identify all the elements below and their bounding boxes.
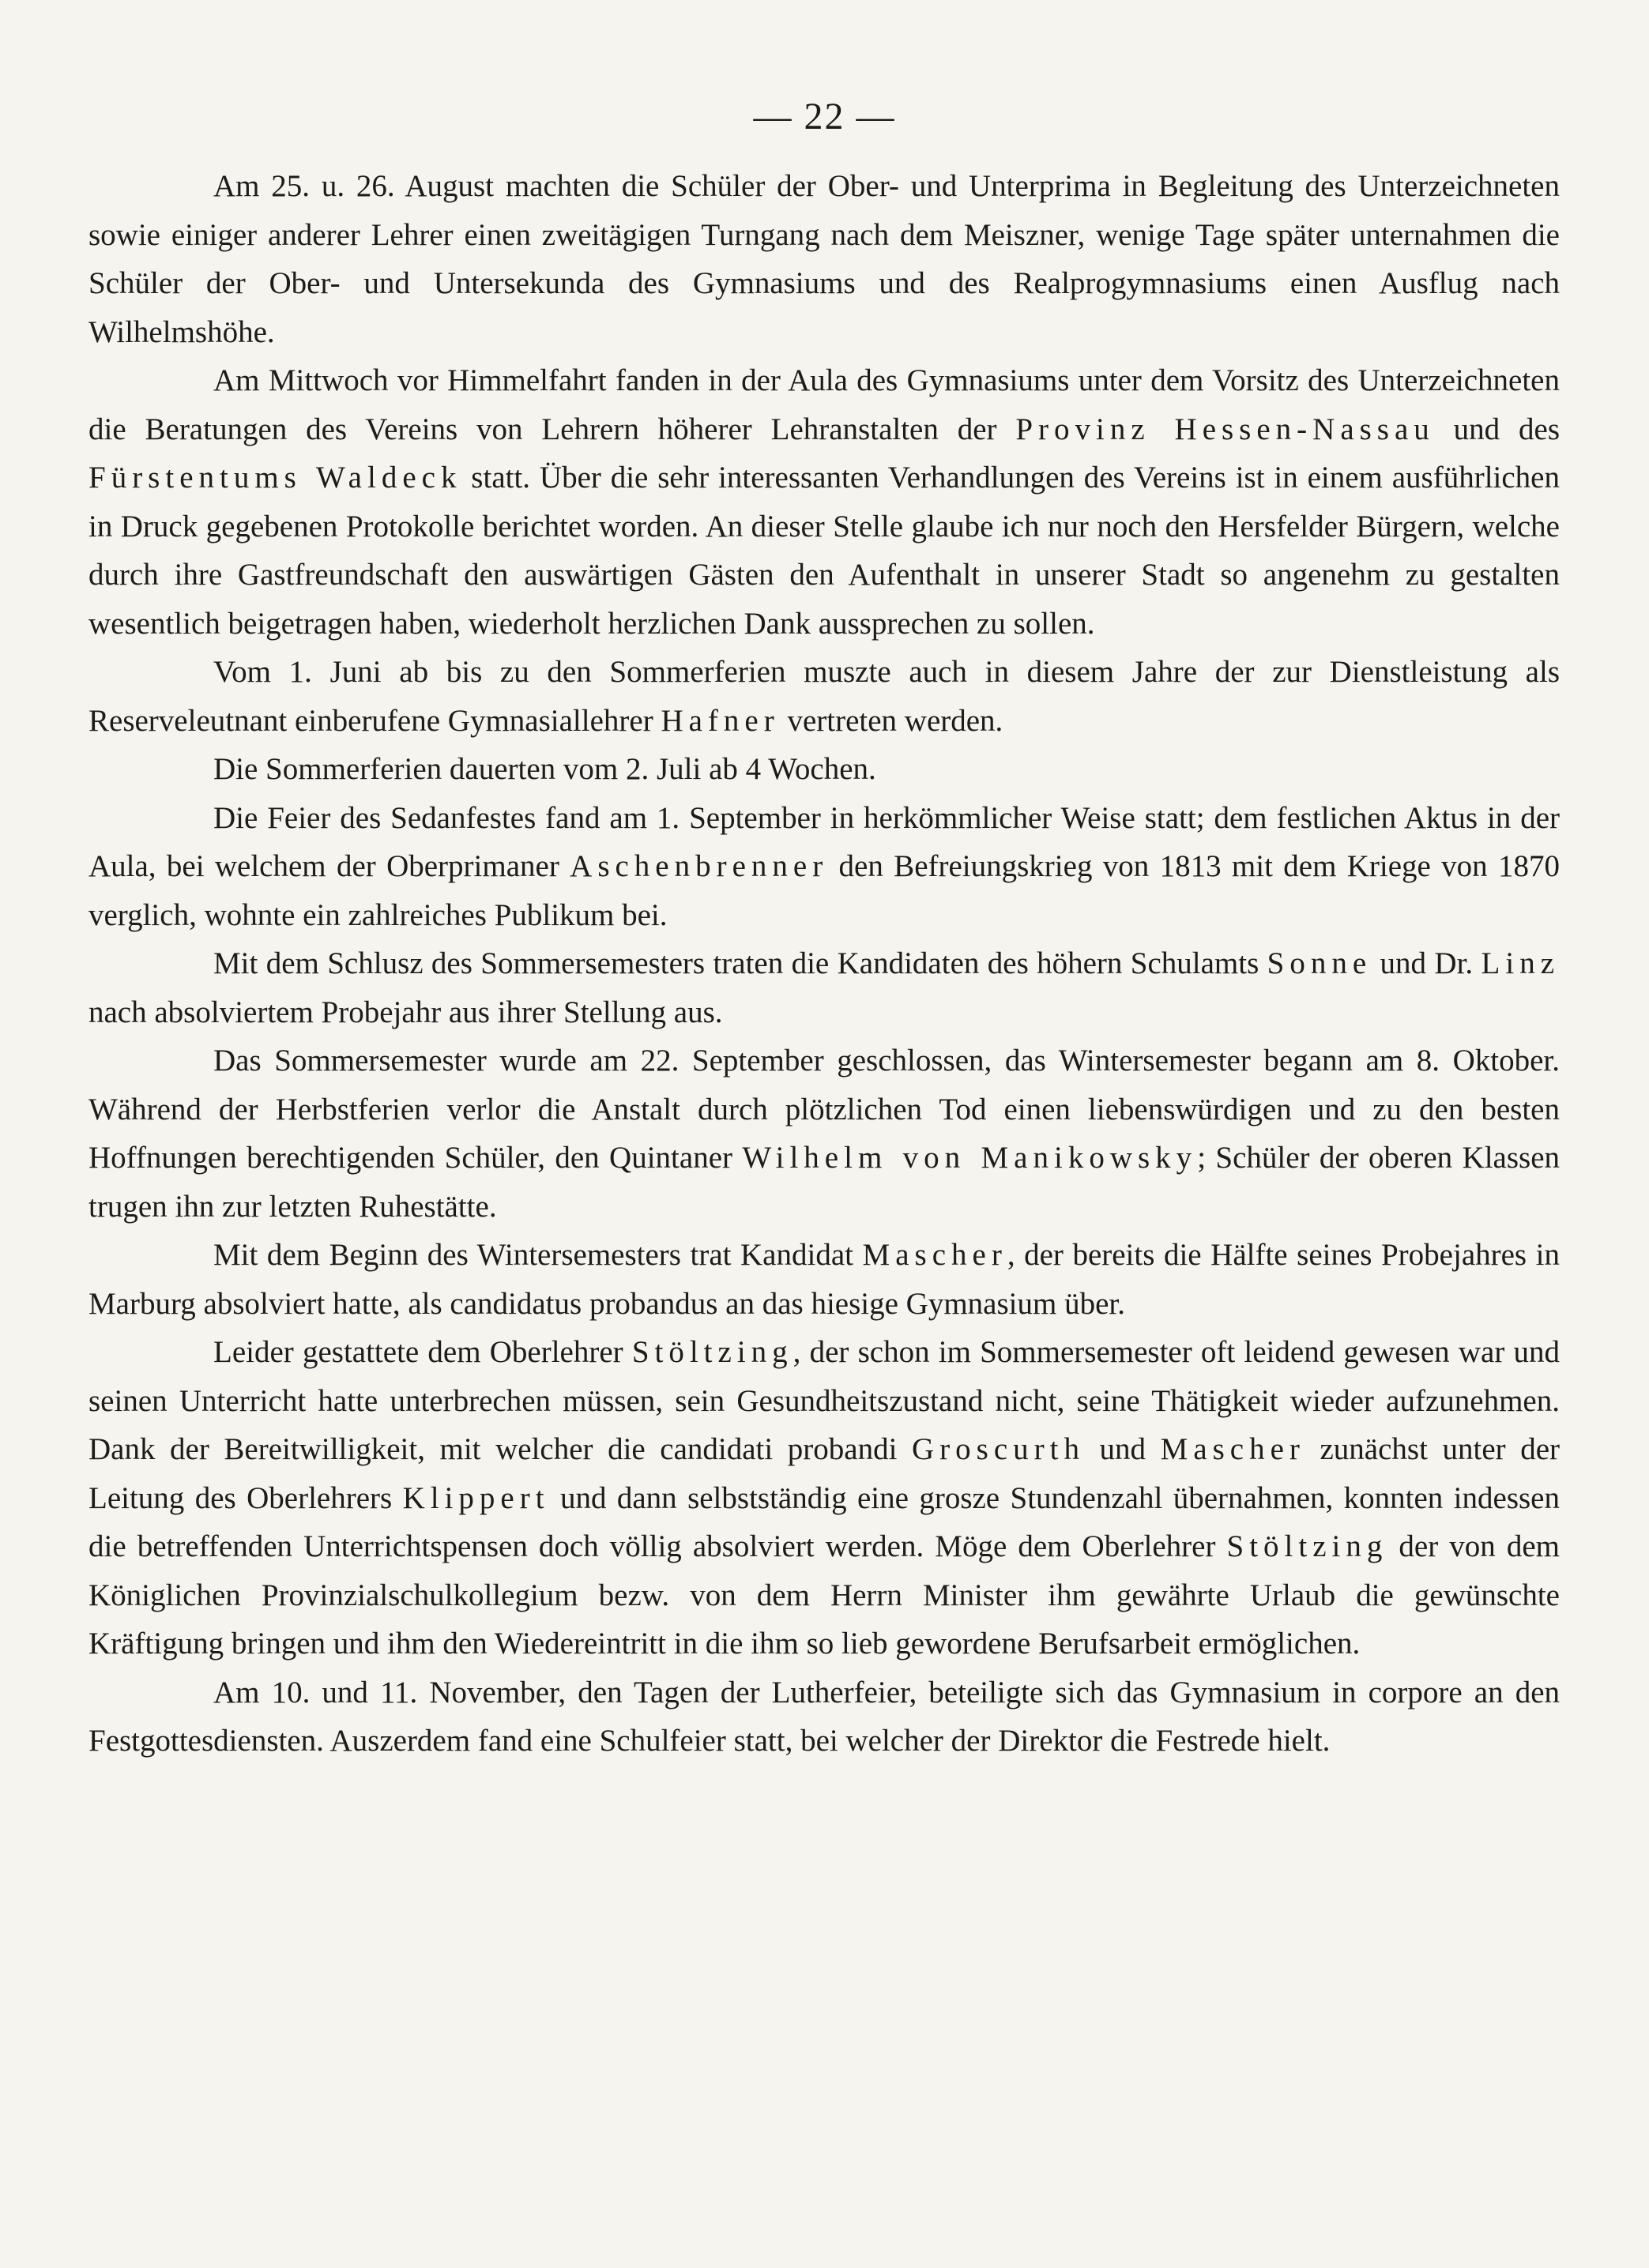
spaced-name: Provinz Hessen-Nassau bbox=[1015, 412, 1435, 446]
text-run: den Befreiungskrieg von 1813 mit dem Kriege von 1870 verglich, wohnte ein zahlreiches Publikum bei. bbox=[88, 849, 1561, 932]
text-run: und Dr. bbox=[1372, 946, 1481, 980]
paragraph-2 bbox=[88, 356, 1560, 648]
text-run: und dann selbstständig eine grosze Stundenzahl übernahmen, konnten indessen die betreffenden Unterrichtspensen doch völlig absolviert werden. Möge dem Oberlehrer bbox=[88, 1480, 1560, 1563]
paragraph-1 bbox=[88, 162, 1560, 356]
spaced-name: Linz bbox=[1481, 946, 1560, 980]
text-run: nach absolviertem Probejahr aus ihrer Stellung aus. bbox=[88, 995, 723, 1029]
paragraph-5 bbox=[88, 794, 1560, 940]
text-run: zunächst unter der Leitung des Oberlehrers bbox=[88, 1432, 1561, 1515]
text-run: Mit dem Schlusz des Sommersemesters traten die Kandidaten des höhern Schulamts bbox=[213, 946, 1267, 980]
paragraph-7 bbox=[88, 1036, 1560, 1231]
paragraph-9 bbox=[88, 1328, 1560, 1668]
text-run: Am Mittwoch vor Himmelfahrt fanden in der Aula des Gymnasiums unter dem Vorsitz des Unterzeichneten die Beratungen des Vereins von Lehrern höherer Lehranstalten der bbox=[88, 363, 1560, 446]
spaced-name: Sonne bbox=[1267, 946, 1372, 980]
text-run: Mit dem Beginn des Wintersemesters trat Kandidat bbox=[213, 1238, 863, 1272]
text-run: ; Schüler der oberen Klassen trugen ihn zur letzten Ruhestätte. bbox=[88, 1141, 1561, 1224]
page-number: — 22 — bbox=[753, 96, 896, 137]
paragraph-8 bbox=[88, 1231, 1560, 1328]
text-run: , der schon im Sommersemester oft leidend gewesen war und seinen Unterricht hatte unterbrechen müssen, sein Gesundheitszustand nicht, seine Thätigkeit wieder aufzunehmen. Dank der Bereitwilligkeit, mit welcher die candidati probandi bbox=[88, 1335, 1560, 1466]
text-run: und des bbox=[1434, 412, 1561, 446]
text-run: Am 25. u. 26. August machten die Schüler der Ober- und Unterprima in Begleitung des Unterzeichneten sowie einiger anderer Lehrer einen zweitägigen Turngang nach dem Meiszner, wenige Tage später unternahmen die Schüler der Ober- und Untersekunda des Gymnasiums und des Realprogymnasiums einen Ausflug nach Wilhelmshöhe. bbox=[88, 169, 1560, 349]
text-run: Am 10. und 11. November, den Tagen der Lutherfeier, beteiligte sich das Gymnasium in corpore an den Festgottesdiensten. Auszerdem fand eine Schulfeier statt, bei welcher der Direktor die Festrede hielt. bbox=[88, 1675, 1560, 1758]
text-run: Vom 1. Juni ab bis zu den Sommerferien muszte auch in diesem Jahre der zur Dienstleistung als Reserveleutnant einberufene Gymnasiallehrer bbox=[88, 655, 1560, 738]
spaced-name: Stöltzing bbox=[631, 1335, 793, 1369]
spaced-name: Fürstentums Waldeck bbox=[88, 461, 462, 495]
paragraph-10 bbox=[88, 1668, 1560, 1766]
paragraph-3 bbox=[88, 648, 1560, 745]
spaced-name: Aschenbrenner bbox=[570, 849, 829, 883]
text-run: Das Sommersemester wurde am 22. September geschlossen, das Wintersemester begann am 8. Oktober. Während der Herbstferien verlor die Anstalt durch plötzlichen Tod einen liebenswürdigen und zu den besten Hoffnungen berechtigenden Schüler, den Quintaner bbox=[88, 1044, 1560, 1175]
spaced-name: Groscurth bbox=[912, 1432, 1085, 1466]
text-run: Leider gestattete dem Oberlehrer bbox=[213, 1335, 632, 1369]
spaced-name: Stöltzing bbox=[1226, 1529, 1388, 1563]
spaced-name: Klippert bbox=[402, 1480, 550, 1515]
text-run: vertreten werden. bbox=[779, 703, 1003, 738]
text-run: Die Sommerferien dauerten vom 2. Juli ab 4 Wochen. bbox=[213, 752, 876, 786]
text-run: , der bereits die Hälfte seines Probejahres in Marburg absolviert hatte, als candidatus probandus an das hiesige Gymnasium über. bbox=[88, 1238, 1560, 1321]
text-run: Die Feier des Sedanfestes fand am 1. September in herkömmlicher Weise statt; dem festlichen Aktus in der Aula, bei welchem der Oberprimaner bbox=[88, 800, 1560, 883]
spaced-name: Hafner bbox=[661, 703, 780, 738]
text-run: der von dem Königlichen Provinzialschulkollegium bezw. von dem Herrn Minister ihm gewährte Urlaub die gewünschte Kräftigung bringen und ihm den Wiedereintritt in die ihm so lieb gewordene Berufsarbeit ermöglichen. bbox=[88, 1529, 1560, 1661]
spaced-name: Mascher bbox=[1160, 1432, 1305, 1466]
text-run: und bbox=[1084, 1432, 1161, 1466]
paragraph-4 bbox=[88, 745, 1560, 794]
spaced-name: Mascher bbox=[862, 1238, 1007, 1272]
spaced-name: Wilhelm von Manikowsky bbox=[742, 1141, 1198, 1175]
body-text bbox=[88, 162, 1560, 1766]
paragraph-6 bbox=[88, 939, 1560, 1036]
text-run: statt. Über die sehr interessanten Verhandlungen des Vereins ist in einem ausführlichen in Druck gegebenen Protokolle berichtet worden. An dieser Stelle glaube ich nur noch den Hersfelder Bürgern, welche durch ihre Gastfreundschaft den auswärtigen Gästen den Aufenthalt in unserer Stadt so angenehm zu gestalten wesentlich beigetragen haben, wiederholt herzlichen Dank aussprechen zu sollen. bbox=[88, 461, 1560, 641]
